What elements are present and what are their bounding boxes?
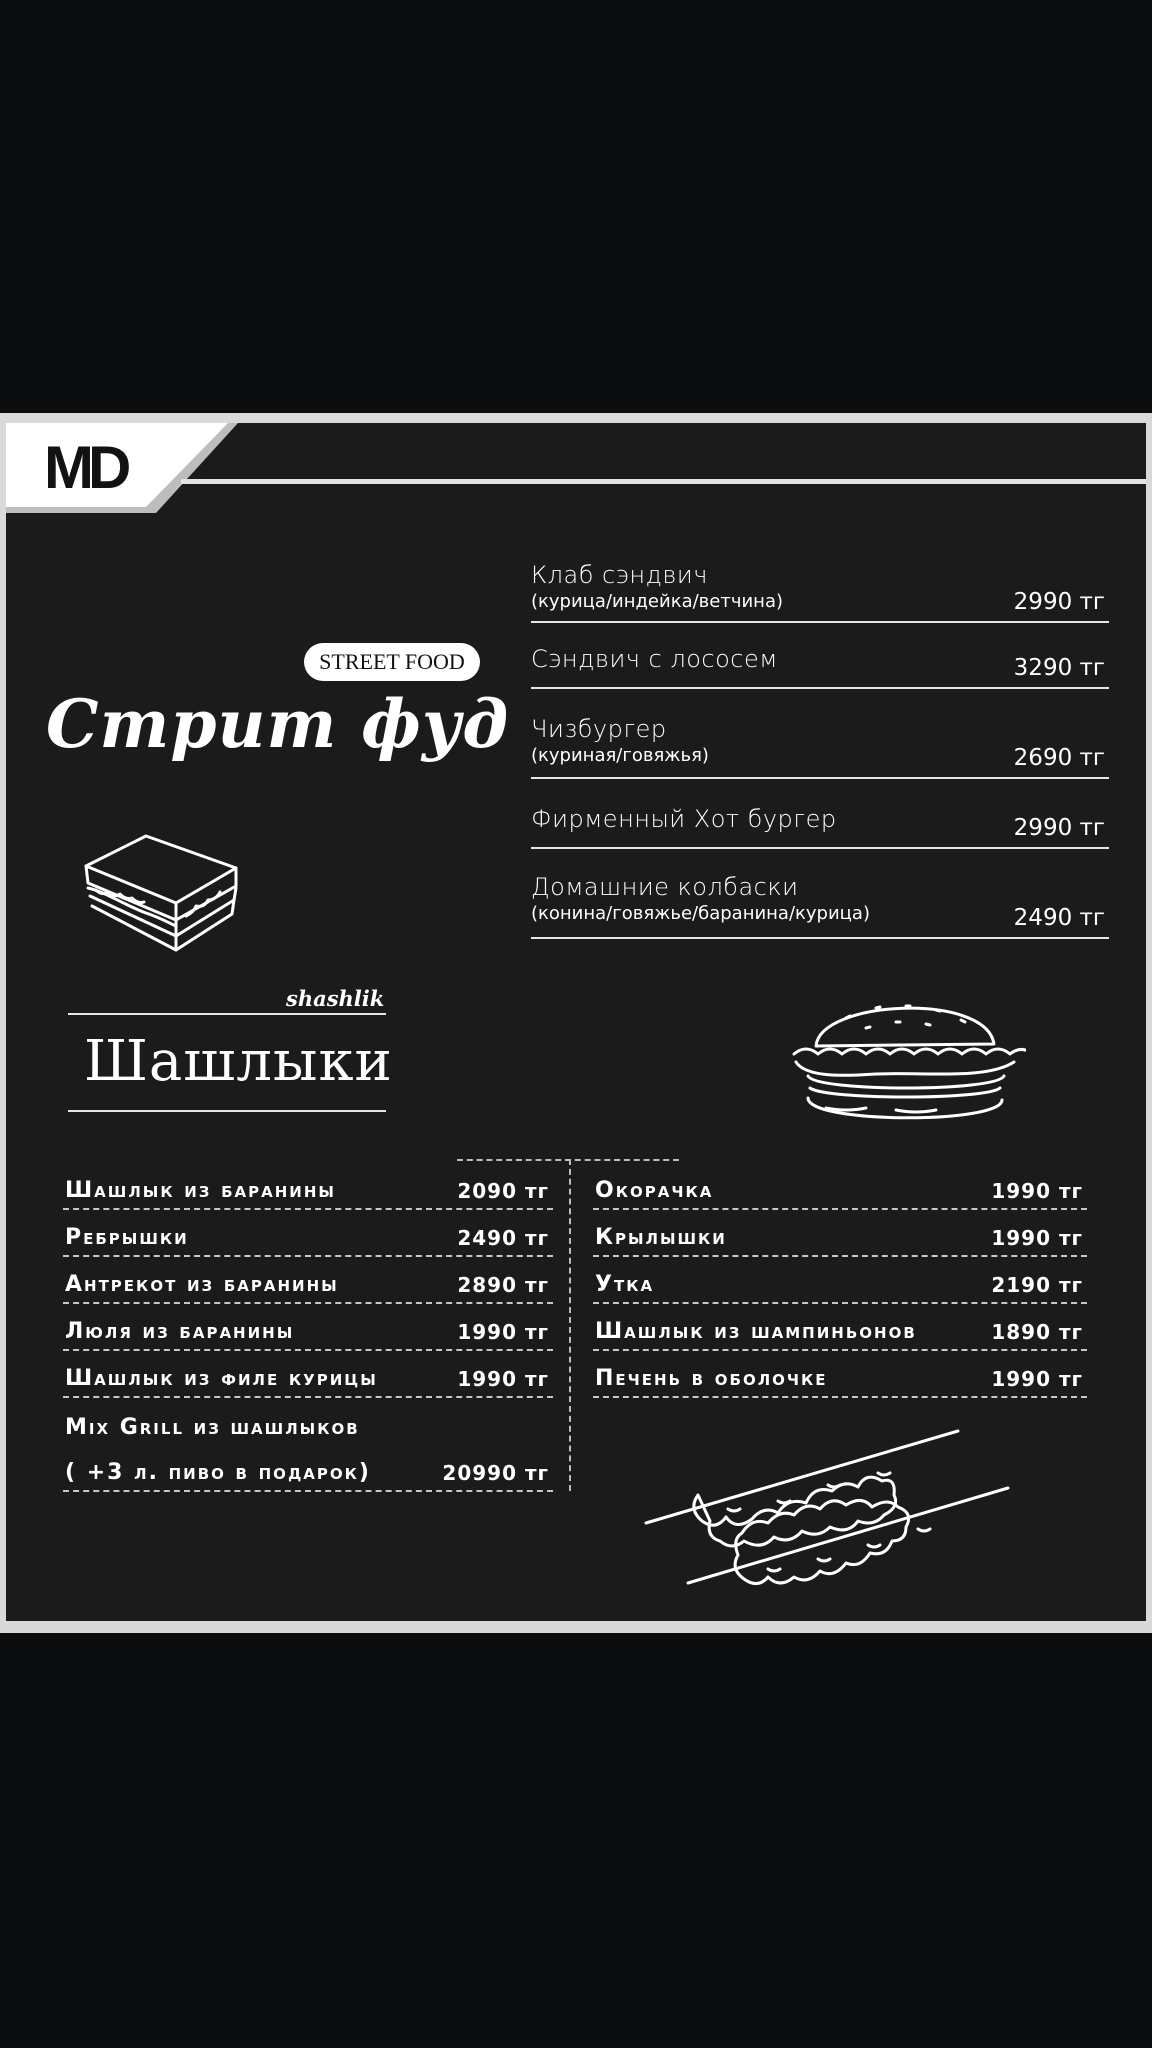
sandwich-icon — [76, 828, 251, 958]
menu-board — [6, 423, 1146, 1621]
list-item — [531, 645, 1109, 689]
item-price: 2990 тг — [1013, 589, 1105, 615]
item-name: Окорачка — [595, 1178, 714, 1203]
item-name: Сэндвич с лососем — [531, 645, 778, 673]
divider — [68, 1110, 386, 1112]
list-item — [63, 1163, 553, 1210]
brand-logo: MD — [44, 434, 126, 501]
item-price: 2490 тг — [1013, 905, 1105, 931]
item-price: 2190 тг — [991, 1273, 1083, 1297]
list-item — [593, 1257, 1087, 1304]
item-note: ( +3 л. пиво в подарок) — [65, 1460, 371, 1485]
divider — [68, 1013, 386, 1015]
list-item — [593, 1163, 1087, 1210]
item-name: Шашлык из баранины — [65, 1178, 336, 1203]
skewers-icon — [638, 1423, 1018, 1598]
item-description: (куриная/говяжья) — [531, 745, 709, 766]
list-item — [63, 1257, 553, 1304]
item-price: 2090 тг — [457, 1179, 549, 1203]
item-name: Люля из баранины — [65, 1319, 295, 1344]
list-item — [593, 1210, 1087, 1257]
list-item — [593, 1351, 1087, 1398]
shashlik-list-right — [593, 1163, 1087, 1398]
burger-icon — [786, 988, 1026, 1138]
item-name: Шашлык из шампиньонов — [595, 1319, 917, 1344]
list-item — [63, 1351, 553, 1398]
menu-card — [0, 413, 1152, 1633]
shashlik-title: Шашлыки — [84, 1029, 393, 1094]
dashed-divider — [457, 1159, 679, 1161]
shashlik-subtitle: shashlik — [286, 986, 385, 1011]
list-item — [63, 1304, 553, 1351]
list-item — [531, 561, 1109, 623]
list-item — [593, 1304, 1087, 1351]
item-name: Фирменный Хот бургер — [531, 805, 837, 833]
item-price: 1990 тг — [991, 1226, 1083, 1250]
item-name: Клаб сэндвич — [531, 561, 708, 589]
item-price: 2890 тг — [457, 1273, 549, 1297]
item-price: 2490 тг — [457, 1226, 549, 1250]
item-price: 1890 тг — [991, 1320, 1083, 1344]
dashed-divider-vertical — [569, 1159, 571, 1491]
item-price: 1990 тг — [457, 1320, 549, 1344]
item-price: 20990 тг — [442, 1461, 549, 1485]
item-name: Чизбургер — [531, 715, 667, 743]
top-divider — [181, 479, 1146, 484]
item-description: (курица/индейка/ветчина) — [531, 591, 783, 612]
list-item — [63, 1210, 553, 1257]
item-price: 3290 тг — [1013, 655, 1105, 681]
street-food-badge: STREET FOOD — [304, 643, 480, 681]
street-food-title: Стрит фуд — [46, 685, 510, 763]
item-name: Шашлык из филе курицы — [65, 1366, 378, 1391]
list-item — [63, 1398, 553, 1445]
item-name: Mix Grill из шашлыков — [65, 1415, 360, 1440]
item-price: 1990 тг — [457, 1367, 549, 1391]
shashlik-list-left — [63, 1163, 553, 1492]
street-food-list — [531, 561, 1109, 939]
item-name: Ребрышки — [65, 1225, 189, 1250]
list-item — [531, 805, 1109, 849]
item-price: 1990 тг — [991, 1367, 1083, 1391]
list-item — [63, 1445, 553, 1492]
item-name: Антрекот из баранины — [65, 1272, 339, 1297]
item-name: Крылышки — [595, 1225, 727, 1250]
item-name: Печень в оболочке — [595, 1366, 828, 1391]
list-item — [531, 873, 1109, 939]
item-price: 2690 тг — [1013, 745, 1105, 771]
item-name: Утка — [595, 1272, 655, 1297]
item-name: Домашние колбаски — [531, 873, 799, 901]
list-item — [531, 715, 1109, 779]
item-description: (конина/говяжье/баранина/курица) — [531, 903, 870, 924]
item-price: 2990 тг — [1013, 815, 1105, 841]
item-price: 1990 тг — [991, 1179, 1083, 1203]
